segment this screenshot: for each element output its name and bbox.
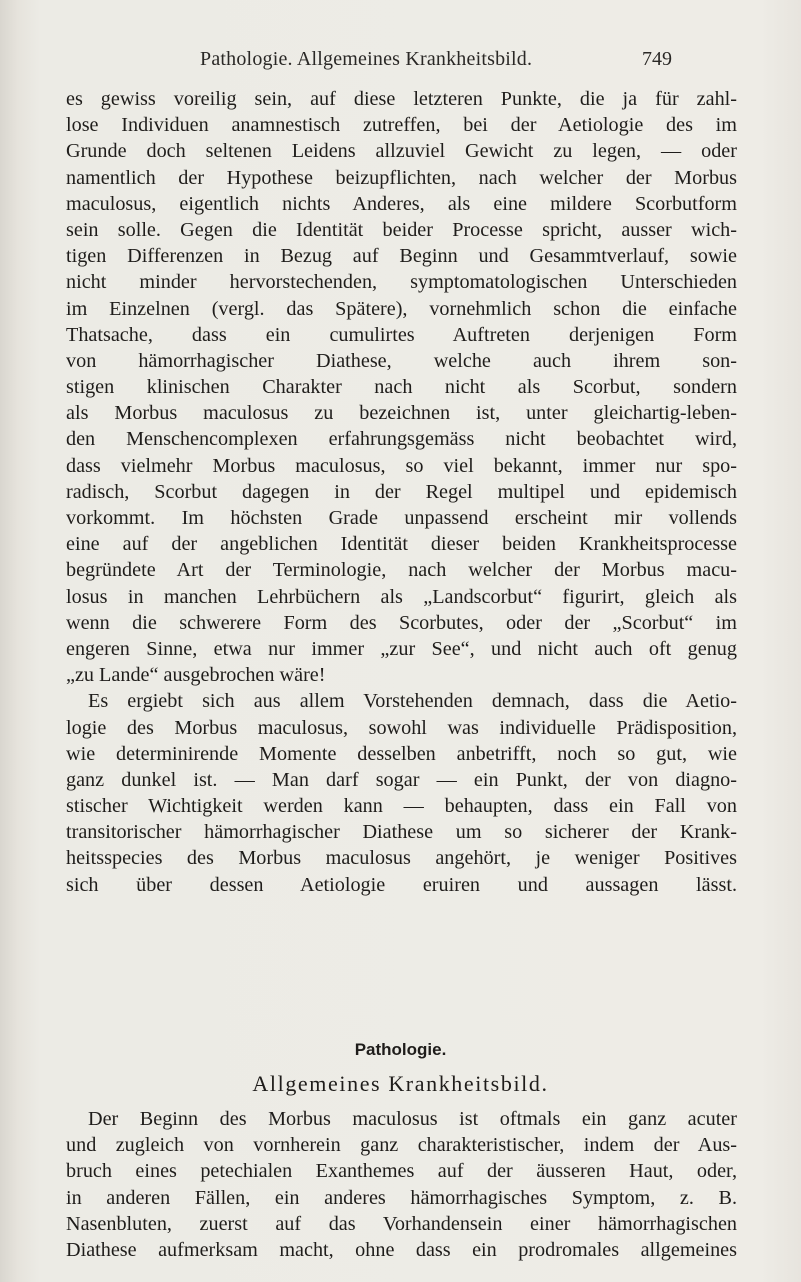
text-line: Diathese aufmerksam macht, ohne dass ein prodromales allgemeines (66, 1238, 737, 1261)
text-line: wie determinirende Momente desselben anbetrifft, noch so gut, wie (66, 742, 737, 765)
text-line: nicht minder hervorstechenden, symptomatologischen Unterschieden (66, 271, 737, 294)
text-line: Es ergiebt sich aus allem Vorstehenden demnach, dass die Aetio- (88, 690, 737, 713)
text-line: den Menschencomplexen erfahrungsgemäss nicht beobachtet wird, (66, 428, 737, 451)
text-line: dass vielmehr Morbus maculosus, so viel bekannt, immer nur spo- (66, 454, 737, 477)
page-number: 749 (642, 48, 672, 70)
text-line: in anderen Fällen, ein anderes hämorrhagisches Symptom, z. B. (66, 1186, 737, 1209)
text-line: Grunde doch seltenen Leidens allzuviel Gewicht zu legen, — oder (66, 140, 737, 163)
text-line: losus in manchen Lehrbüchern als „Landscorbut“ figurirt, gleich als (66, 585, 737, 608)
text-line: es gewiss voreilig sein, auf diese letzteren Punkte, die ja für zahl- (66, 88, 737, 110)
text-line: ganz dunkel ist. — Man darf sogar — ein Punkt, der von diagno- (66, 768, 737, 791)
text-line: im Einzelnen (vergl. das Spätere), vornehmlich schon die einfache (66, 297, 737, 320)
paragraph-3 (66, 1106, 737, 1263)
text-line: als Morbus maculosus zu bezeichnen ist, unter gleichartig-leben- (66, 402, 737, 425)
text-line: stischer Wichtigkeit werden kann — behaupten, dass ein Fall von (66, 795, 737, 818)
text-line: und zugleich von vornherein ganz charakteristischer, indem der Aus- (66, 1134, 737, 1157)
section-subheading: Allgemeines Krankheitsbild. (252, 1071, 549, 1096)
text-line: heitsspecies des Morbus maculosus angehört, je weniger Positives (66, 847, 737, 870)
text-line: tigen Differenzen in Bezug auf Beginn und Gesammtverlauf, sowie (66, 245, 737, 268)
text-line: namentlich der Hypothese beizupflichten, nach welcher der Morbus (66, 166, 737, 189)
text-line: wenn die schwerere Form des Scorbutes, oder der „Scorbut“ im (66, 611, 737, 634)
paragraph-1 (66, 86, 737, 688)
text-line: logie des Morbus maculosus, sowohl was individuelle Prädisposition, (66, 716, 737, 739)
text-line: vorkommt. Im höchsten Grade unpassend erscheint mir vollends (66, 507, 737, 529)
running-head-title: Pathologie. Allgemeines Krankheitsbild. (200, 48, 533, 70)
running-head (0, 48, 801, 78)
text-line: sich über dessen Aetiologie eruiren und aussagen lässt. (66, 873, 737, 896)
paragraph-2 (66, 688, 737, 898)
text-line: Nasenbluten, zuerst auf das Vorhandensein einer hämorrhagischen (66, 1212, 737, 1235)
text-line: eine auf der angeblichen Identität dieser beiden Krankheitsprocesse (66, 533, 737, 556)
text-line: radisch, Scorbut dagegen in der Regel multipel und epidemisch (66, 480, 737, 503)
text-line: transitorischer hämorrhagischer Diathese um so sicherer der Krank- (66, 821, 737, 844)
text-line: „zu Lande“ ausgebrochen wäre! (66, 664, 326, 687)
text-line: begründete Art der Terminologie, nach welcher der Morbus macu- (66, 559, 737, 582)
text-line: Thatsache, dass ein cumulirtes Auftreten derjenigen Form (66, 323, 737, 346)
body-text-paragraphs-1-2 (66, 86, 737, 898)
text-line: sein solle. Gegen die Identität beider Processe spricht, ausser wich- (66, 218, 737, 241)
text-line: lose Individuen anamnestisch zutreffen, bei der Aetiologie des im (66, 114, 737, 137)
text-line: bruch eines petechialen Exanthemes auf der äusseren Haut, oder, (66, 1160, 737, 1183)
text-line: von hämorrhagischer Diathese, welche auch ihrem son- (66, 349, 737, 372)
text-line: engeren Sinne, etwa nur immer „zur See“, und nicht auch oft genug (66, 637, 737, 660)
text-line: maculosus, eigentlich nichts Anderes, als eine mildere Scorbutform (66, 192, 737, 215)
section-heading: Pathologie. (354, 1040, 447, 1059)
text-line: stigen klinischen Charakter nach nicht als Scorbut, sondern (66, 376, 737, 399)
text-line: Der Beginn des Morbus maculosus ist oftmals ein ganz acuter (88, 1108, 737, 1130)
